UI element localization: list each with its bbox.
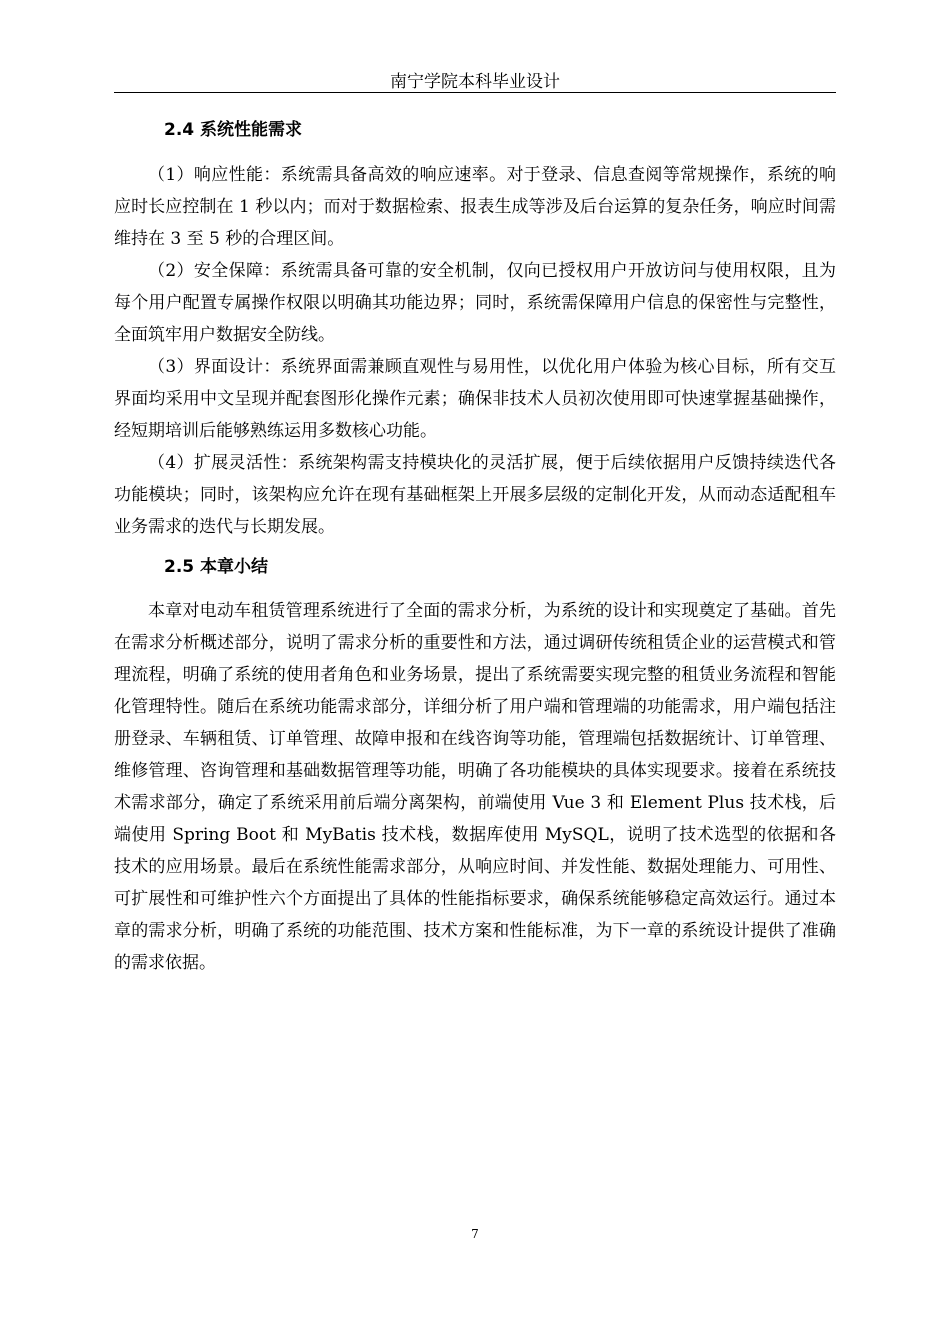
header-rule: [114, 92, 836, 93]
section-heading-2-4: 2.4 系统性能需求: [164, 120, 303, 140]
paragraph-security: （2）安全保障：系统需具备可靠的安全机制，仅向已授权用户开放访问与使用权限，且为每个用户配置专属操作权限以明确其功能边界；同时，系统需保障用户信息的保密性与完整性，全面筑牢用户数据安全防线。: [114, 261, 836, 345]
paragraph-response-performance: （1）响应性能：系统需具备高效的响应速率。对于登录、信息查阅等常规操作，系统的响应时长应控制在 1 秒以内；而对于数据检索、报表生成等涉及后台运算的复杂任务，响应时间需维持在 3 至 5 秒的合理区间。: [114, 165, 836, 249]
page-header: 南宁学院本科毕业设计: [390, 72, 560, 92]
section-heading-2-5: 2.5 本章小结: [164, 557, 269, 577]
paragraph-chapter-summary: 本章对电动车租赁管理系统进行了全面的需求分析，为系统的设计和实现奠定了基础。首先在需求分析概述部分，说明了需求分析的重要性和方法，通过调研传统租赁企业的运营模式和管理流程，明确了系统的使用者角色和业务场景，提出了系统需要实现完整的租赁业务流程和智能化管理特性。随后在系统功能需求部分，详细分析了用户端和管理端的功能需求，用户端包括注册登录、车辆租赁、订单管理、故障申报和在线咨询等功能，管理端包括数据统计、订单管理、维修管理、咨询管理和基础数据管理等功能，明确了各功能模块的具体实现要求。接着在系统技术需求部分，确定了系统采用前后端分离架构，前端使用 Vue 3 和 Element Plus 技术栈，后端使用 Spring Boot 和 MyBatis 技术栈，数据库使用 MySQL，说明了技术选型的依据和各技术的应用场景。最后在系统性能需求部分，从响应时间、并发性能、数据处理能力、可用性、可扩展性和可维护性六个方面提出了具体的性能指标要求，确保系统能够稳定高效运行。通过本章的需求分析，明确了系统的功能范围、技术方案和性能标准，为下一章的系统设计提供了准确的需求依据。: [114, 601, 836, 973]
paragraph-extensibility: （4）扩展灵活性：系统架构需支持模块化的灵活扩展，便于后续依据用户反馈持续迭代各功能模块；同时，该架构应允许在现有基础框架上开展多层级的定制化开发，从而动态适配租车业务需求的迭代与长期发展。: [114, 453, 836, 537]
paragraph-interface-design: （3）界面设计：系统界面需兼顾直观性与易用性，以优化用户体验为核心目标，所有交互界面均采用中文呈现并配套图形化操作元素；确保非技术人员初次使用即可快速掌握基础操作，经短期培训后能够熟练运用多数核心功能。: [114, 357, 836, 441]
page-number: 7: [471, 1227, 479, 1241]
page-body: [114, 113, 836, 979]
